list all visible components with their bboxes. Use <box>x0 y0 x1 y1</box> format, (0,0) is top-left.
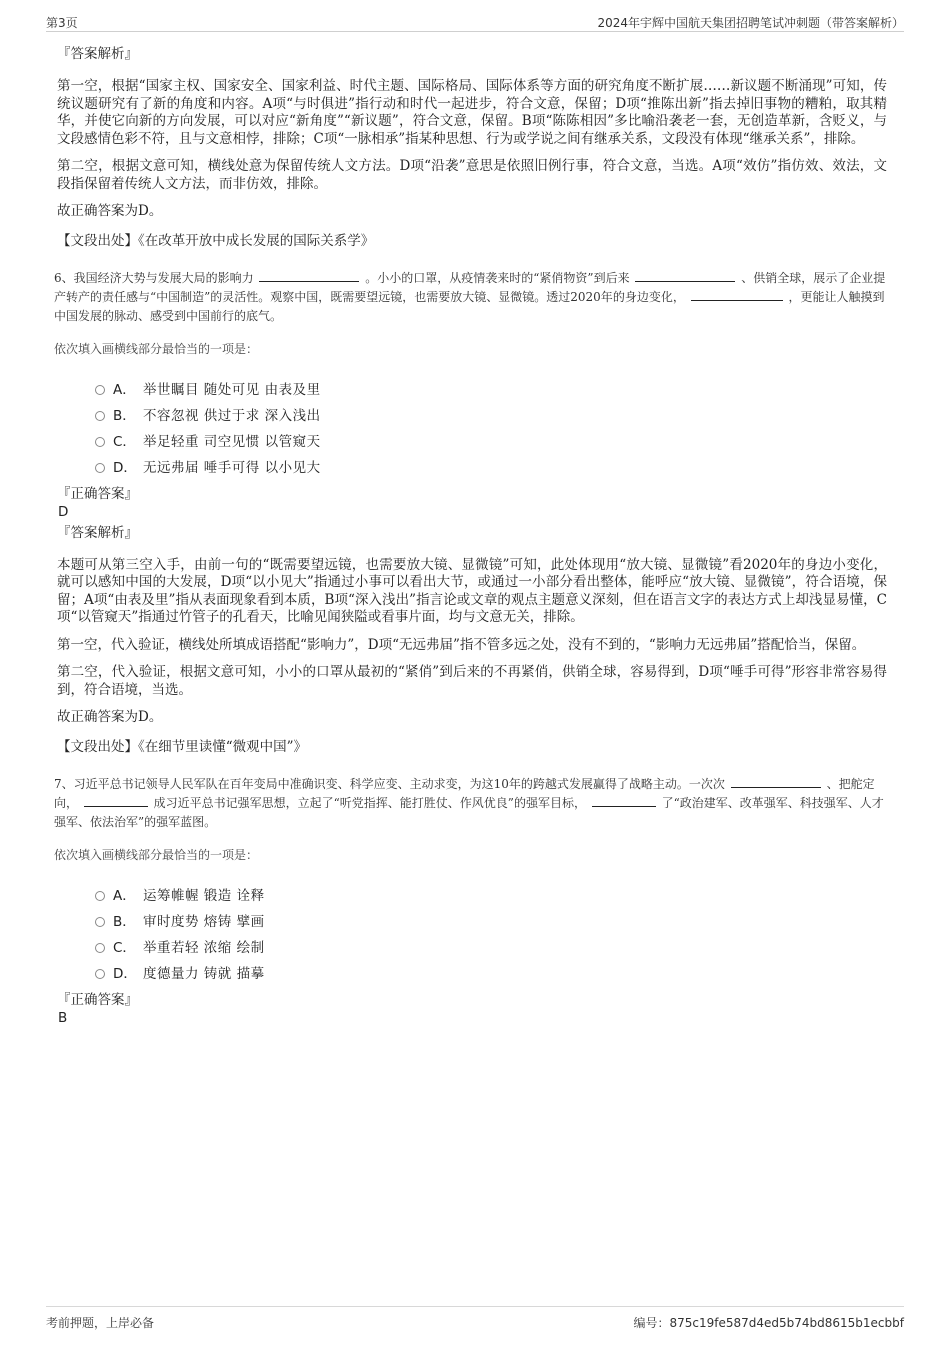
radio-icon[interactable] <box>95 917 105 927</box>
analysis-paragraph: 第二空，代入验证，根据文意可知，小小的口罩从最初的“紧俏”到后来的不再紧俏，供销全球，容易得到，D项“唾手可得”形容非常容易得到，符合语境，当选。 <box>57 664 887 698</box>
radio-icon[interactable] <box>95 891 105 901</box>
option-letter: A． <box>113 381 136 398</box>
option-list <box>95 375 887 479</box>
option-text: 不容忽视 供过于求 深入浅出 <box>143 407 321 424</box>
option-b[interactable] <box>95 907 887 933</box>
option-list <box>95 881 887 985</box>
fill-blank <box>691 289 783 301</box>
question-text: 。小小的口罩，从疫情袭来时的“紧俏物资”到后来 <box>365 270 630 285</box>
analysis-heading: 『答案解析』 <box>57 46 138 62</box>
option-text: 运筹帷幄 锻造 诠释 <box>143 887 265 904</box>
analysis-heading: 『答案解析』 <box>57 524 138 541</box>
question-7 <box>54 775 887 832</box>
question-6 <box>54 269 887 326</box>
fill-blank <box>635 270 735 282</box>
question-text: 7、习近平总书记领导人民军队在百年变局中准确识变、科学应变、主动求变，为这10年的跨越式发展赢得了战略主动。一次次 <box>54 776 725 791</box>
page-number: 第3页 <box>46 16 78 30</box>
option-b[interactable] <box>95 401 887 427</box>
correct-answer: B <box>58 1009 68 1026</box>
option-c[interactable] <box>95 933 887 959</box>
fill-blank <box>84 795 148 807</box>
radio-icon[interactable] <box>95 411 105 421</box>
correct-answer: D <box>58 503 69 520</box>
option-letter: D． <box>113 965 137 982</box>
radio-icon[interactable] <box>95 943 105 953</box>
option-text: 审时度势 熔铸 擘画 <box>143 913 265 930</box>
option-letter: D． <box>113 459 137 476</box>
option-letter: B． <box>113 407 136 424</box>
option-letter: B． <box>113 913 136 930</box>
option-text: 度德量力 铸就 描摹 <box>143 965 265 982</box>
source-citation: 【文段出处】《在细节里读懂“微观中国”》 <box>57 738 308 755</box>
option-text: 举重若轻 浓缩 绘制 <box>143 939 265 956</box>
option-a[interactable] <box>95 375 887 401</box>
correct-answer-heading: 『正确答案』 <box>57 485 138 502</box>
option-c[interactable] <box>95 427 887 453</box>
fill-blank <box>259 270 359 282</box>
analysis-paragraph: 本题可从第三空入手，由前一句的“既需要望远镜，也需要放大镜、显微镜”可知，此处体现用“放大镜、显微镜”看2020年的身边小变化，就可以感知中国的大发展，D项“以小见大”指通过小事可以看出大节，或通过一小部分看出整体，能呼应“放大镜、显微镜”，符合语境，保留；A项“由表及里”指从表面现象看到本质，B项“深入浅出”指言论或文章的观点主题意义深刻，但在语言文字的表达方式上却浅显易懂，C项“以管窥天”指通过竹管子的孔看天，比喻见闻狭隘或看事片面，均与文意无关，排除。 <box>57 556 887 625</box>
option-text: 举世瞩目 随处可见 由表及里 <box>143 381 321 398</box>
fill-blank <box>731 776 821 788</box>
radio-icon[interactable] <box>95 969 105 979</box>
question-text: 了“政治建军、改革强军、科技强军、人才强军、依法治军”的强军蓝图。 <box>54 795 884 829</box>
radio-icon[interactable] <box>95 385 105 395</box>
option-text: 举足轻重 司空见惯 以管窥天 <box>143 433 321 450</box>
analysis-paragraph: 第一空，根据“国家主权、国家安全、国家利益、时代主题、国际格局、国际体系等方面的研究角度不断扩展……新议题不断涌现”可知，传统议题研究有了新的角度和内容。A项“与时俱进”指行动和时代一起进步，符合文意，保留；D项“推陈出新”指去掉旧事物的糟粕，取其精华，并使它向新的方向发展，可以对应“新角度”“新议题”，符合文意，保留。B项“陈陈相因”多比喻沿袭老一套，无创造革新，含贬义，与文段感情色彩不符，且与文意相悖，排除；C项“一脉相承”指某种思想、行为或学说之间有继承关系，文段没有体现“继承关系”，排除。 <box>57 78 887 147</box>
conclusion-text: 故正确答案为D。 <box>57 709 163 725</box>
document-title: 2024年宇辉中国航天集团招聘笔试冲刺题（带答案解析） <box>597 16 904 30</box>
option-a[interactable] <box>95 881 887 907</box>
analysis-paragraph: 第二空，根据文意可知，横线处意为保留传统人文方法。D项“沿袭”意思是依照旧例行事，符合文意，当选。A项“效仿”指仿效、效法，文段指保留着传统人文方法，而非仿效，排除。 <box>57 158 887 192</box>
question-text: 6、我国经济大势与发展大局的影响力 <box>54 270 254 285</box>
question-text: 、供销全球，展示了企业提产转产的责任感与“中国制造”的灵活性。观察中国，既需要望远镜，也需要放大镜、显微镜。透过2020年的身边变化， <box>54 270 886 304</box>
question-instruction: 依次填入画横线部分最恰当的一项是： <box>54 341 259 356</box>
document-id: 编号：875c19fe587d4ed5b74bd8615b1ecbbf <box>633 1316 904 1330</box>
source-citation: 【文段出处】《在改革开放中成长发展的国际关系学》 <box>57 232 375 249</box>
page-header <box>46 10 904 32</box>
fill-blank <box>592 795 656 807</box>
question-text: 成习近平总书记强军思想，立起了“听党指挥、能打胜仗、作风优良”的强军目标， <box>153 795 586 810</box>
analysis-paragraph: 第一空，代入验证，横线处所填成语搭配“影响力”，D项“无远弗届”指不管多远之处，没有不到的，“影响力无远弗届”搭配恰当，保留。 <box>57 636 866 653</box>
page-footer <box>46 1306 904 1330</box>
conclusion-text: 故正确答案为D。 <box>57 203 163 219</box>
option-letter: C． <box>113 939 136 956</box>
option-letter: A． <box>113 887 136 904</box>
option-d[interactable] <box>95 453 887 479</box>
option-letter: C． <box>113 433 136 450</box>
page-content <box>54 44 887 1029</box>
question-text: ，更能让人触摸到中国发展的脉动、感受到中国前行的底气。 <box>54 289 885 323</box>
correct-answer-heading: 『正确答案』 <box>57 991 138 1008</box>
option-d[interactable] <box>95 959 887 985</box>
question-text: 、把舵定向， <box>54 776 875 810</box>
radio-icon[interactable] <box>95 463 105 473</box>
footer-slogan: 考前押题，上岸必备 <box>46 1316 155 1330</box>
radio-icon[interactable] <box>95 437 105 447</box>
option-text: 无远弗届 唾手可得 以小见大 <box>143 459 321 476</box>
question-instruction: 依次填入画横线部分最恰当的一项是： <box>54 847 259 862</box>
